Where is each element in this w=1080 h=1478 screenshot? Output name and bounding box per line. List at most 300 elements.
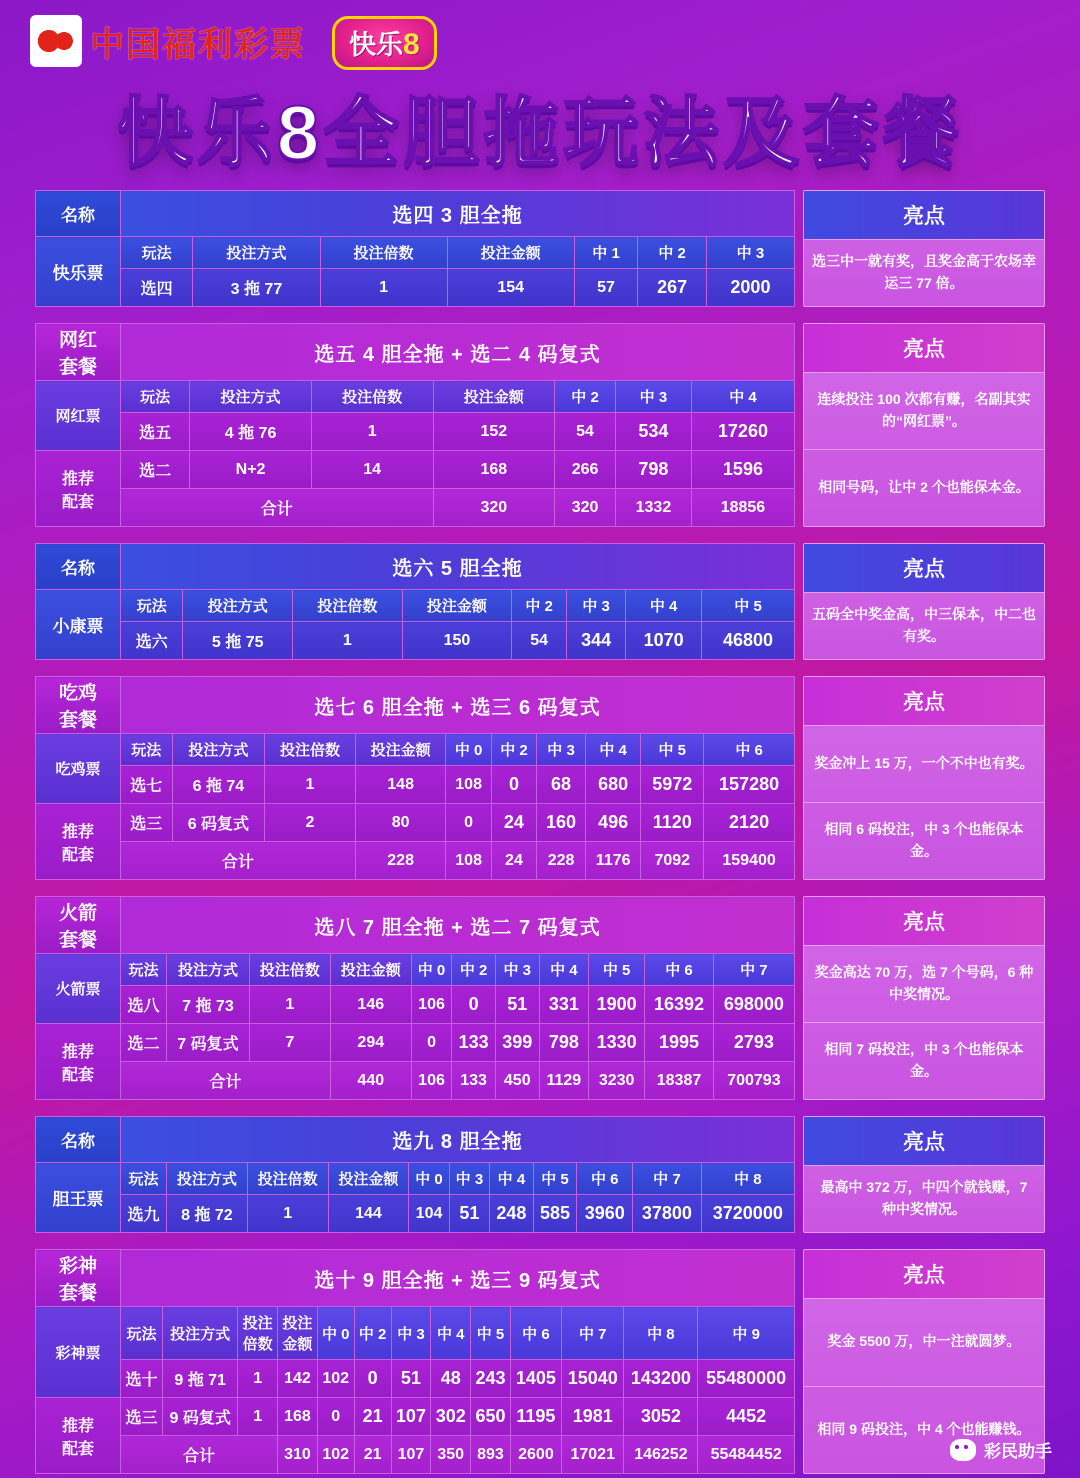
column-header: 中 2 bbox=[512, 590, 567, 622]
name-column-spacer: 火箭票 bbox=[36, 954, 121, 1024]
column-header: 中 5 bbox=[702, 590, 795, 622]
column-header: 中 3 bbox=[449, 1163, 489, 1195]
column-header: 中 2 bbox=[555, 381, 616, 413]
cell: 154 bbox=[447, 269, 574, 307]
footer-account: 彩民助手 bbox=[984, 1442, 1052, 1461]
column-header: 中 6 bbox=[704, 734, 795, 766]
highlight-text: 奖金 5500 万，中一注就圆梦。 bbox=[827, 1333, 1021, 1350]
column-header: 中 5 bbox=[641, 734, 704, 766]
cell: 798 bbox=[539, 1024, 588, 1062]
cell: 1 bbox=[247, 1195, 328, 1233]
column-header: 投注 金额 bbox=[278, 1307, 318, 1360]
column-header: 中 4 bbox=[691, 381, 794, 413]
cell: 267 bbox=[638, 269, 707, 307]
column-header: 中 0 bbox=[317, 1307, 354, 1360]
cell: 4 拖 76 bbox=[190, 413, 312, 451]
cell: 344 bbox=[567, 622, 626, 660]
name-column-spacer: 彩神票 bbox=[36, 1307, 121, 1398]
total-cell: 228 bbox=[537, 842, 586, 880]
column-header: 中 3 bbox=[537, 734, 586, 766]
cell: 1405 bbox=[510, 1360, 561, 1398]
cell: 1 bbox=[265, 766, 356, 804]
package-name-header: 名称 bbox=[36, 1117, 121, 1163]
highlight-text: 相同 6 码投注，中 3 个也能保本金。 bbox=[804, 802, 1044, 879]
cwl-logo bbox=[30, 15, 306, 67]
column-header: 中 7 bbox=[713, 954, 794, 986]
table-row bbox=[36, 622, 795, 660]
column-header: 中 3 bbox=[706, 237, 794, 269]
column-header: 中 4 bbox=[585, 734, 640, 766]
highlight-text: 相同 9 码投注，中 4 个也能赚钱。 bbox=[804, 1386, 1044, 1474]
cell: 1070 bbox=[626, 622, 702, 660]
cell: 106 bbox=[411, 986, 452, 1024]
package-title: 选九 8 胆全拖 bbox=[121, 1117, 795, 1163]
package-block-huojian bbox=[35, 896, 1045, 1100]
brand-name: 中国福利彩票 bbox=[90, 25, 306, 64]
cell: 选三 bbox=[121, 804, 173, 842]
package-block-danwang bbox=[35, 1116, 1045, 1233]
cell: 1 bbox=[238, 1398, 278, 1436]
cell: 9 码复式 bbox=[163, 1398, 238, 1436]
table-title-row bbox=[36, 1250, 795, 1307]
cell: 80 bbox=[355, 804, 446, 842]
highlight-box bbox=[803, 1116, 1045, 1233]
total-cell: 310 bbox=[278, 1436, 318, 1474]
table-title-row bbox=[36, 544, 795, 590]
table-row bbox=[36, 986, 795, 1024]
column-header: 玩法 bbox=[121, 734, 173, 766]
cell: 2120 bbox=[704, 804, 795, 842]
column-header: 中 6 bbox=[577, 1163, 633, 1195]
cell: 14 bbox=[311, 451, 433, 489]
highlight-panel-xiaokang bbox=[803, 543, 1045, 660]
column-header: 中 2 bbox=[638, 237, 707, 269]
cell: 7 拖 73 bbox=[167, 986, 250, 1024]
cell: 148 bbox=[355, 766, 446, 804]
cell: 0 bbox=[317, 1398, 354, 1436]
table-title-row bbox=[36, 1117, 795, 1163]
package-table-huojian bbox=[35, 896, 795, 1100]
column-header: 中 4 bbox=[431, 1307, 471, 1360]
package-name-header: 名称 bbox=[36, 544, 121, 590]
cell: 46800 bbox=[702, 622, 795, 660]
column-header: 中 2 bbox=[452, 954, 496, 986]
highlight-text: 五码全中奖金高，中三保本，中二也有奖。 bbox=[812, 606, 1036, 644]
column-header: 玩法 bbox=[121, 590, 183, 622]
table-row bbox=[36, 451, 795, 489]
package-table-chiji bbox=[35, 676, 795, 880]
total-cell: 3230 bbox=[589, 1062, 645, 1100]
column-header: 中 7 bbox=[633, 1163, 701, 1195]
package-block-chiji bbox=[35, 676, 1045, 880]
cell: 3720000 bbox=[701, 1195, 794, 1233]
highlight-title: 亮点 bbox=[804, 1117, 1044, 1166]
cell: 51 bbox=[449, 1195, 489, 1233]
cell: 2793 bbox=[713, 1024, 794, 1062]
cell: 57 bbox=[574, 269, 638, 307]
column-header: 投注方式 bbox=[163, 1307, 238, 1360]
cell: 698000 bbox=[713, 986, 794, 1024]
highlight-panel-huojian bbox=[803, 896, 1045, 1100]
cell: 150 bbox=[402, 622, 512, 660]
package-table-caishen bbox=[35, 1249, 795, 1474]
column-header: 中 4 bbox=[490, 1163, 534, 1195]
table-title-row bbox=[36, 191, 795, 237]
highlight-panel-chiji bbox=[803, 676, 1045, 880]
cell: 1 bbox=[238, 1360, 278, 1398]
column-header: 投注金额 bbox=[447, 237, 574, 269]
total-cell: 1332 bbox=[615, 489, 691, 527]
column-header: 投注倍数 bbox=[320, 237, 447, 269]
table-total-row bbox=[36, 1436, 795, 1474]
table-total-row bbox=[36, 842, 795, 880]
highlight-panel-kuaile bbox=[803, 190, 1045, 307]
cell: 243 bbox=[471, 1360, 511, 1398]
cell: 168 bbox=[433, 451, 555, 489]
column-header: 中 6 bbox=[645, 954, 714, 986]
column-header: 投注方式 bbox=[190, 381, 312, 413]
total-cell: 146252 bbox=[624, 1436, 698, 1474]
cell: 选六 bbox=[121, 622, 183, 660]
total-cell: 17021 bbox=[561, 1436, 623, 1474]
highlight-title: 亮点 bbox=[804, 677, 1044, 726]
table-row bbox=[36, 1024, 795, 1062]
cell: 294 bbox=[330, 1024, 411, 1062]
cell: 1596 bbox=[691, 451, 794, 489]
cell: 302 bbox=[431, 1398, 471, 1436]
cell: 0 bbox=[411, 1024, 452, 1062]
column-header: 中 1 bbox=[574, 237, 638, 269]
cwl-logo-icon bbox=[30, 15, 82, 67]
cell: 102 bbox=[317, 1360, 354, 1398]
table-header-row bbox=[36, 381, 795, 413]
column-header: 玩法 bbox=[121, 1163, 167, 1195]
cell: 3052 bbox=[624, 1398, 698, 1436]
total-cell: 102 bbox=[317, 1436, 354, 1474]
highlight-title: 亮点 bbox=[804, 191, 1044, 240]
cell: 24 bbox=[491, 804, 536, 842]
table-total-row bbox=[36, 489, 795, 527]
column-header: 投注金额 bbox=[355, 734, 446, 766]
cell: 5972 bbox=[641, 766, 704, 804]
package-name-header: 火箭 套餐 bbox=[36, 897, 121, 954]
cell: 选九 bbox=[121, 1195, 167, 1233]
highlight-text: 选三中一就有奖，且奖金高于农场幸运三 77 倍。 bbox=[812, 253, 1036, 291]
cell: 7 bbox=[249, 1024, 330, 1062]
table-row bbox=[36, 1195, 795, 1233]
package-block-xiaokang bbox=[35, 543, 1045, 660]
sub-package-name: 推荐 配套 bbox=[36, 451, 121, 527]
cell: 21 bbox=[354, 1398, 391, 1436]
package-name-header: 名称 bbox=[36, 191, 121, 237]
total-cell: 320 bbox=[555, 489, 616, 527]
cell: 选二 bbox=[121, 451, 190, 489]
package-name-header: 吃鸡 套餐 bbox=[36, 677, 121, 734]
total-cell: 440 bbox=[330, 1062, 411, 1100]
cell: 1120 bbox=[641, 804, 704, 842]
cell: 54 bbox=[555, 413, 616, 451]
cell: 16392 bbox=[645, 986, 714, 1024]
table-row bbox=[36, 804, 795, 842]
name-column-spacer: 胆王票 bbox=[36, 1163, 121, 1233]
cell: 选四 bbox=[121, 269, 193, 307]
column-header: 中 2 bbox=[491, 734, 536, 766]
total-cell: 228 bbox=[355, 842, 446, 880]
cell: 1 bbox=[293, 622, 403, 660]
column-header: 投注倍数 bbox=[247, 1163, 328, 1195]
highlight-panel-danwang bbox=[803, 1116, 1045, 1233]
cell: 0 bbox=[354, 1360, 391, 1398]
column-header: 投注金额 bbox=[433, 381, 555, 413]
table-header-row bbox=[36, 954, 795, 986]
cell: 1981 bbox=[561, 1398, 623, 1436]
highlight-title: 亮点 bbox=[804, 324, 1044, 373]
highlight-title: 亮点 bbox=[804, 1250, 1044, 1299]
highlight-text: 奖金高达 70 万，选 7 个号码，6 种中奖情况。 bbox=[814, 964, 1034, 1002]
column-header: 中 2 bbox=[354, 1307, 391, 1360]
kuaile8-badge-number: 8 bbox=[403, 28, 420, 61]
cell: 6 码复式 bbox=[172, 804, 265, 842]
column-header: 投注倍数 bbox=[293, 590, 403, 622]
cell: 54 bbox=[512, 622, 567, 660]
column-header: 中 8 bbox=[701, 1163, 794, 1195]
table-title-row bbox=[36, 897, 795, 954]
total-cell: 21 bbox=[354, 1436, 391, 1474]
name-column-spacer: 吃鸡票 bbox=[36, 734, 121, 804]
package-table-xiaokang bbox=[35, 543, 795, 660]
cell: 选十 bbox=[121, 1360, 163, 1398]
cell: 3 拖 77 bbox=[193, 269, 320, 307]
brand-row bbox=[0, 0, 1080, 68]
table-header-row bbox=[36, 1163, 795, 1195]
total-cell: 107 bbox=[391, 1436, 431, 1474]
page-header bbox=[0, 0, 1080, 190]
highlight-box bbox=[803, 190, 1045, 307]
cell: 680 bbox=[585, 766, 640, 804]
highlight-box bbox=[803, 323, 1045, 527]
total-cell: 133 bbox=[452, 1062, 496, 1100]
cell: 2000 bbox=[706, 269, 794, 307]
total-cell: 450 bbox=[495, 1062, 539, 1100]
cell: 51 bbox=[495, 986, 539, 1024]
total-cell: 106 bbox=[411, 1062, 452, 1100]
package-block-kuaile bbox=[35, 190, 1045, 307]
cell: N+2 bbox=[190, 451, 312, 489]
cell: 7 码复式 bbox=[167, 1024, 250, 1062]
column-header: 中 3 bbox=[391, 1307, 431, 1360]
package-block-wanghong bbox=[35, 323, 1045, 527]
total-label: 合计 bbox=[121, 1062, 331, 1100]
column-header: 投注方式 bbox=[167, 954, 250, 986]
column-header: 中 6 bbox=[510, 1307, 561, 1360]
cell: 17260 bbox=[691, 413, 794, 451]
column-header: 中 4 bbox=[626, 590, 702, 622]
cell: 248 bbox=[490, 1195, 534, 1233]
cell: 4452 bbox=[698, 1398, 795, 1436]
table-header-row bbox=[36, 734, 795, 766]
cell: 1900 bbox=[589, 986, 645, 1024]
cell: 152 bbox=[433, 413, 555, 451]
column-header: 投注金额 bbox=[328, 1163, 409, 1195]
cell: 144 bbox=[328, 1195, 409, 1233]
cell: 3960 bbox=[577, 1195, 633, 1233]
blocks-container bbox=[0, 190, 1080, 1474]
highlight-text: 相同号码，让中 2 个也能保本金。 bbox=[804, 449, 1044, 526]
package-title: 选五 4 胆全拖 + 选二 4 码复式 bbox=[121, 324, 795, 381]
name-column-spacer: 小康票 bbox=[36, 590, 121, 660]
total-cell: 18387 bbox=[645, 1062, 714, 1100]
cell: 1 bbox=[320, 269, 447, 307]
column-header: 中 7 bbox=[561, 1307, 623, 1360]
total-cell: 700793 bbox=[713, 1062, 794, 1100]
cell: 108 bbox=[446, 766, 491, 804]
cell: 160 bbox=[537, 804, 586, 842]
column-header: 中 3 bbox=[615, 381, 691, 413]
total-cell: 350 bbox=[431, 1436, 471, 1474]
cell: 8 拖 72 bbox=[166, 1195, 247, 1233]
cell: 0 bbox=[446, 804, 491, 842]
table-row bbox=[36, 1398, 795, 1436]
table-row bbox=[36, 269, 795, 307]
total-cell: 18856 bbox=[691, 489, 794, 527]
highlight-text: 相同 7 码投注，中 3 个也能保本金。 bbox=[804, 1022, 1044, 1099]
footer bbox=[950, 1437, 1052, 1462]
cell: 104 bbox=[409, 1195, 449, 1233]
column-header: 中 3 bbox=[567, 590, 626, 622]
column-header: 玩法 bbox=[121, 381, 190, 413]
total-cell: 159400 bbox=[704, 842, 795, 880]
kuaile8-badge-text: 快乐 bbox=[349, 30, 403, 60]
column-header: 玩法 bbox=[121, 954, 167, 986]
wechat-icon bbox=[950, 1439, 976, 1461]
column-header: 投注倍数 bbox=[265, 734, 356, 766]
total-cell: 7092 bbox=[641, 842, 704, 880]
package-title: 选七 6 胆全拖 + 选三 6 码复式 bbox=[121, 677, 795, 734]
cell: 142 bbox=[278, 1360, 318, 1398]
total-label: 合计 bbox=[121, 1436, 278, 1474]
highlight-title: 亮点 bbox=[804, 897, 1044, 946]
cell: 1995 bbox=[645, 1024, 714, 1062]
cell: 5 拖 75 bbox=[183, 622, 293, 660]
highlight-text: 连续投注 100 次都有赚，名副其实的“网红票”。 bbox=[817, 391, 1031, 429]
cell: 168 bbox=[278, 1398, 318, 1436]
cell: 399 bbox=[495, 1024, 539, 1062]
cell: 15040 bbox=[561, 1360, 623, 1398]
package-name-header: 彩神 套餐 bbox=[36, 1250, 121, 1307]
column-header: 投注 倍数 bbox=[238, 1307, 278, 1360]
cell: 6 拖 74 bbox=[172, 766, 265, 804]
cell: 48 bbox=[431, 1360, 471, 1398]
table-row bbox=[36, 766, 795, 804]
cell: 0 bbox=[452, 986, 496, 1024]
cell: 496 bbox=[585, 804, 640, 842]
cell: 650 bbox=[471, 1398, 511, 1436]
cell: 1 bbox=[249, 986, 330, 1024]
cell: 55480000 bbox=[698, 1360, 795, 1398]
highlight-text: 奖金冲上 15 万，一个不中也有奖。 bbox=[814, 755, 1034, 772]
sub-package-name: 推荐 配套 bbox=[36, 804, 121, 880]
package-table-wanghong bbox=[35, 323, 795, 527]
package-title: 选六 5 胆全拖 bbox=[121, 544, 795, 590]
cell: 9 拖 71 bbox=[163, 1360, 238, 1398]
cell: 331 bbox=[539, 986, 588, 1024]
column-header: 玩法 bbox=[121, 1307, 163, 1360]
name-column-spacer: 网红票 bbox=[36, 381, 121, 451]
column-header: 投注倍数 bbox=[249, 954, 330, 986]
table-title-row bbox=[36, 677, 795, 734]
total-cell: 55484452 bbox=[698, 1436, 795, 1474]
cell: 37800 bbox=[633, 1195, 701, 1233]
column-header: 中 5 bbox=[471, 1307, 511, 1360]
column-header: 中 4 bbox=[539, 954, 588, 986]
page-title: 快乐8全胆拖玩法及套餐 bbox=[116, 91, 964, 176]
cell: 1195 bbox=[510, 1398, 561, 1436]
total-cell: 893 bbox=[471, 1436, 511, 1474]
cell: 选三 bbox=[121, 1398, 163, 1436]
cell: 133 bbox=[452, 1024, 496, 1062]
total-label: 合计 bbox=[121, 842, 356, 880]
cell: 143200 bbox=[624, 1360, 698, 1398]
column-header: 中 0 bbox=[409, 1163, 449, 1195]
package-table-kuaile bbox=[35, 190, 795, 307]
package-title: 选八 7 胆全拖 + 选二 7 码复式 bbox=[121, 897, 795, 954]
highlight-box bbox=[803, 543, 1045, 660]
total-cell: 24 bbox=[491, 842, 536, 880]
package-block-caishen bbox=[35, 1249, 1045, 1474]
cell: 266 bbox=[555, 451, 616, 489]
highlight-text: 最高中 372 万，中四个就钱赚，7 种中奖情况。 bbox=[820, 1179, 1028, 1217]
total-cell: 1129 bbox=[539, 1062, 588, 1100]
cell: 1 bbox=[311, 413, 433, 451]
column-header: 中 3 bbox=[495, 954, 539, 986]
table-row bbox=[36, 413, 795, 451]
column-header: 投注方式 bbox=[193, 237, 320, 269]
cell: 选五 bbox=[121, 413, 190, 451]
column-header: 投注方式 bbox=[166, 1163, 247, 1195]
column-header: 中 0 bbox=[411, 954, 452, 986]
column-header: 中 0 bbox=[446, 734, 491, 766]
name-column-spacer: 快乐票 bbox=[36, 237, 121, 307]
package-name-header: 网红 套餐 bbox=[36, 324, 121, 381]
cell: 107 bbox=[391, 1398, 431, 1436]
cell: 534 bbox=[615, 413, 691, 451]
package-table-danwang bbox=[35, 1116, 795, 1233]
column-header: 中 9 bbox=[698, 1307, 795, 1360]
highlight-panel-wanghong bbox=[803, 323, 1045, 527]
cell: 选八 bbox=[121, 986, 167, 1024]
cell: 1330 bbox=[589, 1024, 645, 1062]
cell: 157280 bbox=[704, 766, 795, 804]
column-header: 中 8 bbox=[624, 1307, 698, 1360]
column-header: 投注方式 bbox=[183, 590, 293, 622]
package-title: 选十 9 胆全拖 + 选三 9 码复式 bbox=[121, 1250, 795, 1307]
cell: 2 bbox=[265, 804, 356, 842]
total-cell: 1176 bbox=[585, 842, 640, 880]
table-row bbox=[36, 1360, 795, 1398]
column-header: 中 5 bbox=[589, 954, 645, 986]
cell: 68 bbox=[537, 766, 586, 804]
cell: 选七 bbox=[121, 766, 173, 804]
package-title: 选四 3 胆全拖 bbox=[121, 191, 795, 237]
cell: 798 bbox=[615, 451, 691, 489]
column-header: 玩法 bbox=[121, 237, 193, 269]
column-header: 投注金额 bbox=[402, 590, 512, 622]
table-header-row bbox=[36, 1307, 795, 1360]
column-header: 中 5 bbox=[533, 1163, 577, 1195]
total-cell: 2600 bbox=[510, 1436, 561, 1474]
total-cell: 320 bbox=[433, 489, 555, 527]
total-cell: 108 bbox=[446, 842, 491, 880]
